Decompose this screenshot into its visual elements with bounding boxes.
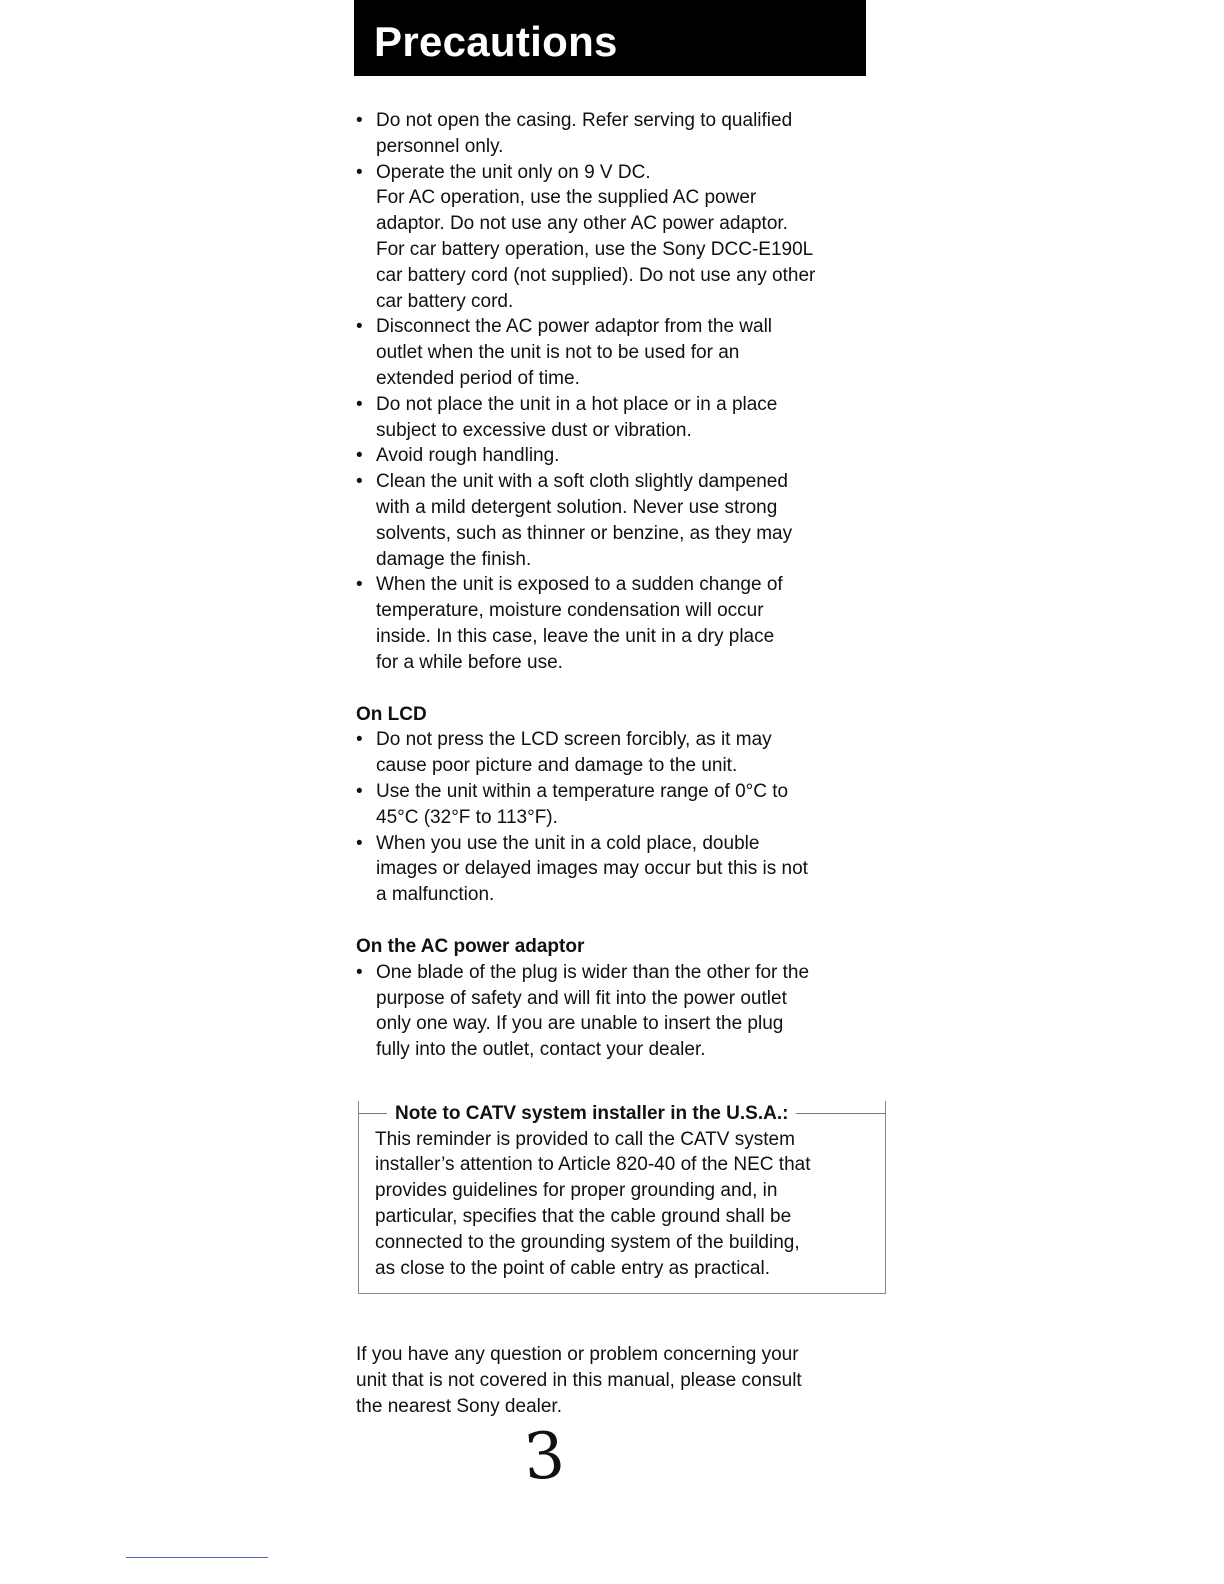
text-line: Use the unit within a temperature range of 0°C to bbox=[376, 780, 789, 802]
text-line: For AC operation, use the supplied AC power bbox=[376, 187, 757, 209]
text-line: images or delayed images may occur but this is not bbox=[376, 858, 808, 880]
text-line: inside. In this case, leave the unit in a dry place bbox=[376, 625, 775, 647]
text-line: Avoid rough handling. bbox=[376, 445, 560, 467]
text-line: personnel only. bbox=[376, 135, 504, 157]
text-line: only one way. If you are unable to insert the plug bbox=[376, 1013, 784, 1035]
bullet-icon: • bbox=[356, 780, 363, 802]
text-line: fully into the outlet, contact your dealer. bbox=[376, 1039, 706, 1061]
text-line: 45°C (32°F to 113°F). bbox=[376, 806, 558, 828]
bullet-icon: • bbox=[356, 729, 363, 751]
list-item bbox=[356, 469, 876, 572]
text-line: car battery cord. bbox=[376, 290, 514, 312]
catv-note-box bbox=[358, 1101, 886, 1295]
text-line: extended period of time. bbox=[376, 367, 580, 389]
document-body bbox=[356, 108, 876, 1420]
lcd-heading: On LCD bbox=[356, 703, 427, 725]
text-line: Do not open the casing. Refer serving to qualified bbox=[376, 110, 793, 131]
text-line: Operate the unit only on 9 V DC. bbox=[376, 161, 651, 183]
adaptor-list bbox=[356, 960, 876, 1063]
text-line: adaptor. Do not use any other AC power adaptor. bbox=[376, 213, 788, 235]
text-line: outlet when the unit is not to be used for an bbox=[376, 342, 740, 364]
bullet-icon: • bbox=[356, 574, 363, 596]
text-line: purpose of safety and will fit into the power outlet bbox=[376, 987, 787, 1009]
page-title: Precautions bbox=[374, 18, 618, 65]
closing-line: the nearest Sony dealer. bbox=[356, 1396, 562, 1418]
bullet-icon: • bbox=[356, 161, 363, 183]
text-line: For car battery operation, use the Sony DCC-E190L bbox=[376, 238, 814, 260]
text-line: for a while before use. bbox=[376, 651, 563, 673]
text-line: When the unit is exposed to a sudden change of bbox=[376, 574, 783, 596]
closing-paragraph bbox=[356, 1342, 876, 1419]
text-line: solvents, such as thinner or benzine, as they may bbox=[376, 522, 793, 544]
bullet-icon: • bbox=[356, 393, 363, 415]
list-item bbox=[356, 108, 876, 160]
title-bar bbox=[354, 0, 866, 76]
note-line: as close to the point of cable entry as practical. bbox=[375, 1257, 770, 1279]
text-line: Do not press the LCD screen forcibly, as it may bbox=[376, 729, 772, 751]
lcd-list bbox=[356, 727, 876, 908]
list-item bbox=[356, 160, 876, 315]
text-line: Do not place the unit in a hot place or in a place bbox=[376, 393, 778, 415]
text-line: When you use the unit in a cold place, double bbox=[376, 832, 760, 854]
text-line: a malfunction. bbox=[376, 884, 495, 906]
note-rule-right bbox=[796, 1113, 885, 1114]
text-line: subject to excessive dust or vibration. bbox=[376, 419, 692, 441]
text-line: cause poor picture and damage to the unit. bbox=[376, 755, 738, 777]
adaptor-heading: On the AC power adaptor bbox=[356, 935, 585, 957]
bullet-icon: • bbox=[356, 832, 363, 854]
text-line: temperature, moisture condensation will occur bbox=[376, 600, 764, 622]
closing-line: If you have any question or problem concerning your bbox=[356, 1344, 799, 1366]
list-item bbox=[356, 443, 876, 469]
scan-artifact-line bbox=[126, 1557, 268, 1558]
list-item bbox=[356, 392, 876, 444]
list-item bbox=[356, 960, 876, 1063]
closing-line: unit that is not covered in this manual, please consult bbox=[356, 1370, 802, 1392]
list-item bbox=[356, 727, 876, 779]
bullet-icon: • bbox=[356, 445, 363, 467]
list-item bbox=[356, 572, 876, 675]
note-line: connected to the grounding system of the building, bbox=[375, 1231, 800, 1253]
list-item bbox=[356, 314, 876, 391]
bullet-icon: • bbox=[356, 471, 363, 493]
bullet-icon: • bbox=[356, 110, 363, 131]
text-line: Clean the unit with a soft cloth slightly dampened bbox=[376, 471, 788, 493]
text-line: damage the finish. bbox=[376, 548, 532, 570]
page-number: 3 bbox=[521, 1418, 568, 1496]
note-line: This reminder is provided to call the CATV system bbox=[375, 1128, 795, 1150]
note-rule-left bbox=[359, 1113, 387, 1114]
text-line: One blade of the plug is wider than the other for the bbox=[376, 961, 810, 983]
note-heading-row bbox=[359, 1101, 885, 1127]
precautions-list bbox=[356, 108, 876, 676]
text-line: with a mild detergent solution. Never use strong bbox=[376, 496, 778, 518]
note-line: provides guidelines for proper grounding and, in bbox=[375, 1180, 778, 1202]
note-line: particular, specifies that the cable ground shall be bbox=[375, 1206, 792, 1228]
note-line: installer’s attention to Article 820-40 of the NEC that bbox=[375, 1154, 811, 1176]
bullet-icon: • bbox=[356, 961, 363, 983]
note-heading: Note to CATV system installer in the U.S.A.: bbox=[395, 1102, 789, 1124]
bullet-icon: • bbox=[356, 316, 363, 338]
list-item bbox=[356, 779, 876, 831]
text-line: Disconnect the AC power adaptor from the wall bbox=[376, 316, 773, 338]
text-line: car battery cord (not supplied). Do not use any other bbox=[376, 264, 816, 286]
list-item bbox=[356, 831, 876, 908]
